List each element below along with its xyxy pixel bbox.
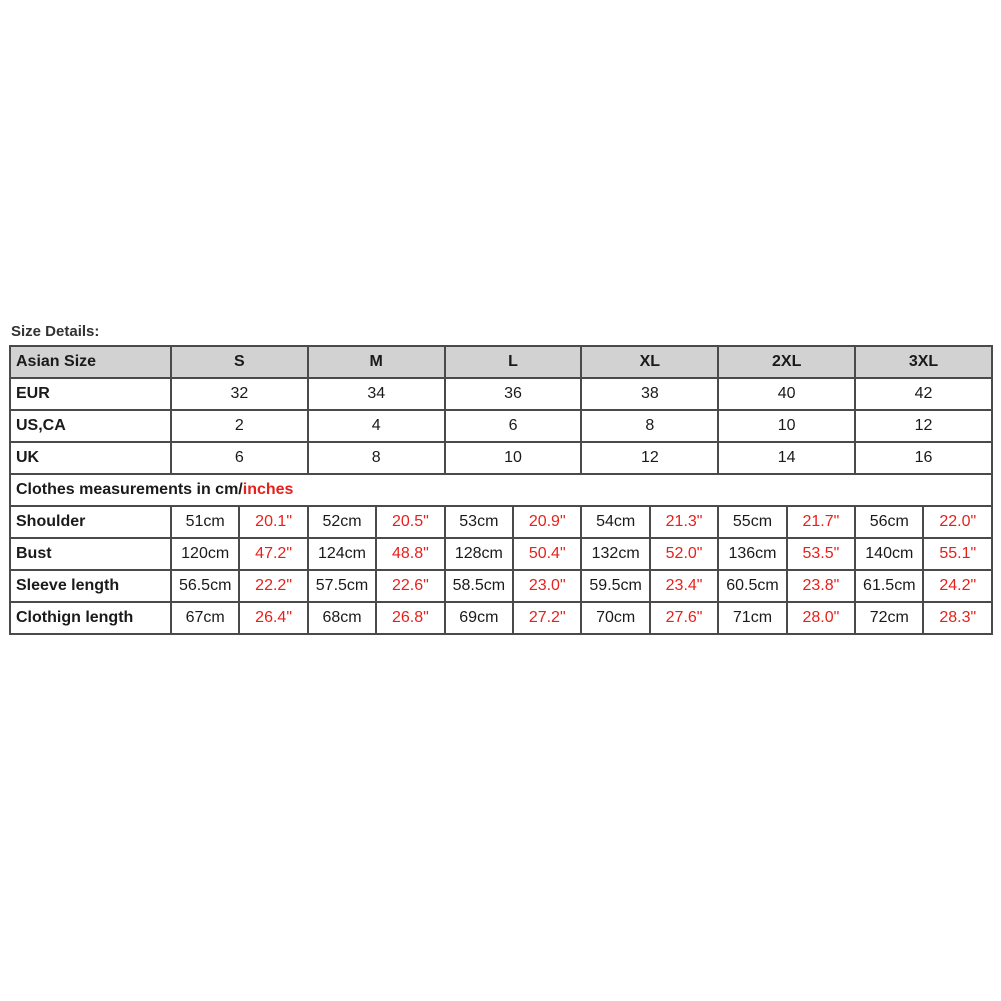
table-cell: 32: [171, 378, 308, 410]
inch-cell: 23.8": [787, 570, 855, 602]
inch-cell: 23.0": [513, 570, 581, 602]
conversion-row: [10, 378, 992, 410]
size-header-cell: M: [308, 346, 445, 378]
cm-cell: 70cm: [581, 602, 649, 634]
inch-cell: 47.2": [239, 538, 307, 570]
cm-cell: 56.5cm: [171, 570, 239, 602]
table-cell: 6: [171, 442, 308, 474]
inch-cell: 48.8": [376, 538, 444, 570]
inch-cell: 22.0": [923, 506, 992, 538]
measurement-row: [10, 506, 992, 538]
size-chart-table: [9, 345, 993, 635]
inch-cell: 20.1": [239, 506, 307, 538]
header-label: Asian Size: [10, 346, 171, 378]
table-cell: 10: [445, 442, 582, 474]
inch-cell: 22.6": [376, 570, 444, 602]
cm-cell: 124cm: [308, 538, 376, 570]
cm-cell: 120cm: [171, 538, 239, 570]
row-label: UK: [10, 442, 171, 474]
table-cell: 12: [581, 442, 718, 474]
conversion-row: [10, 410, 992, 442]
inch-cell: 50.4": [513, 538, 581, 570]
cm-cell: 53cm: [445, 506, 513, 538]
inch-cell: 20.9": [513, 506, 581, 538]
cm-cell: 59.5cm: [581, 570, 649, 602]
inch-cell: 21.7": [787, 506, 855, 538]
measurement-row: [10, 538, 992, 570]
header-row: [10, 346, 992, 378]
row-label: Bust: [10, 538, 171, 570]
table-cell: 36: [445, 378, 582, 410]
section-heading: [10, 474, 992, 506]
cm-cell: 136cm: [718, 538, 786, 570]
size-chart-body: [10, 346, 992, 634]
row-label: Shoulder: [10, 506, 171, 538]
table-cell: 40: [718, 378, 855, 410]
measurement-row: [10, 570, 992, 602]
row-label: US,CA: [10, 410, 171, 442]
table-cell: 2: [171, 410, 308, 442]
cm-cell: 57.5cm: [308, 570, 376, 602]
inch-cell: 24.2": [923, 570, 992, 602]
inch-cell: 53.5": [787, 538, 855, 570]
size-header-cell: L: [445, 346, 582, 378]
cm-cell: 68cm: [308, 602, 376, 634]
table-cell: 12: [855, 410, 992, 442]
table-cell: 14: [718, 442, 855, 474]
row-label: Sleeve length: [10, 570, 171, 602]
table-cell: 42: [855, 378, 992, 410]
cm-cell: 61.5cm: [855, 570, 923, 602]
inch-cell: 28.3": [923, 602, 992, 634]
size-header-cell: S: [171, 346, 308, 378]
size-header-cell: 3XL: [855, 346, 992, 378]
size-header-cell: 2XL: [718, 346, 855, 378]
table-cell: 38: [581, 378, 718, 410]
table-cell: 6: [445, 410, 582, 442]
cm-cell: 132cm: [581, 538, 649, 570]
table-cell: 34: [308, 378, 445, 410]
inch-cell: 23.4": [650, 570, 718, 602]
cm-cell: 71cm: [718, 602, 786, 634]
size-details-caption: Size Details:: [11, 323, 100, 340]
table-cell: 4: [308, 410, 445, 442]
table-cell: 10: [718, 410, 855, 442]
inch-cell: 21.3": [650, 506, 718, 538]
table-cell: 8: [308, 442, 445, 474]
inch-cell: 52.0": [650, 538, 718, 570]
inch-cell: 55.1": [923, 538, 992, 570]
cm-cell: 52cm: [308, 506, 376, 538]
cm-cell: 58.5cm: [445, 570, 513, 602]
section-heading-highlight: inches: [242, 481, 294, 498]
cm-cell: 54cm: [581, 506, 649, 538]
cm-cell: 128cm: [445, 538, 513, 570]
cm-cell: 56cm: [855, 506, 923, 538]
section-row: [10, 474, 992, 506]
row-label: Clothign length: [10, 602, 171, 634]
inch-cell: 26.4": [239, 602, 307, 634]
inch-cell: 28.0": [787, 602, 855, 634]
table-cell: 8: [581, 410, 718, 442]
cm-cell: 69cm: [445, 602, 513, 634]
row-label: EUR: [10, 378, 171, 410]
measurement-row: [10, 602, 992, 634]
section-heading-text: Clothes measurements in cm/: [16, 481, 243, 498]
cm-cell: 51cm: [171, 506, 239, 538]
conversion-row: [10, 442, 992, 474]
inch-cell: 27.6": [650, 602, 718, 634]
cm-cell: 67cm: [171, 602, 239, 634]
inch-cell: 22.2": [239, 570, 307, 602]
size-header-cell: XL: [581, 346, 718, 378]
inch-cell: 26.8": [376, 602, 444, 634]
table-cell: 16: [855, 442, 992, 474]
cm-cell: 55cm: [718, 506, 786, 538]
cm-cell: 140cm: [855, 538, 923, 570]
inch-cell: 27.2": [513, 602, 581, 634]
cm-cell: 72cm: [855, 602, 923, 634]
cm-cell: 60.5cm: [718, 570, 786, 602]
inch-cell: 20.5": [376, 506, 444, 538]
